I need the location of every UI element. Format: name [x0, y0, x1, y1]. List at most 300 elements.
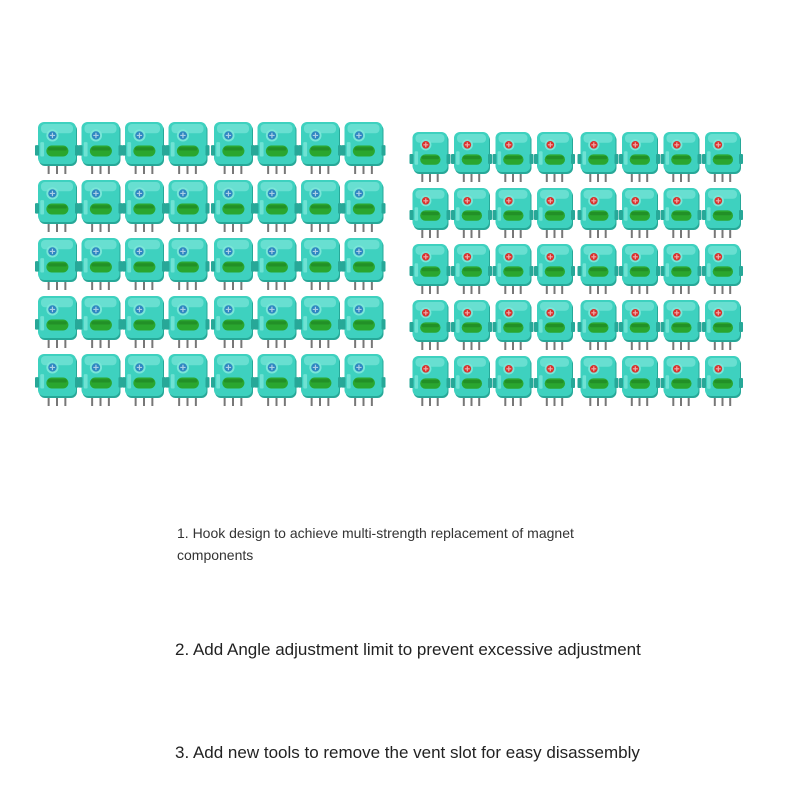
- side-tab: [493, 322, 497, 332]
- switch-module: [35, 180, 79, 232]
- side-tab: [342, 203, 346, 214]
- side-tab: [206, 145, 210, 156]
- side-tab: [410, 210, 414, 220]
- side-tab: [739, 210, 743, 220]
- side-tab: [451, 378, 455, 388]
- side-tab: [578, 266, 582, 276]
- switch-module: [451, 356, 492, 406]
- vent-slot: [222, 320, 244, 331]
- side-tab: [75, 319, 79, 330]
- side-tab: [571, 154, 575, 164]
- side-tab: [211, 203, 215, 214]
- side-tab: [298, 319, 302, 330]
- vent-slot: [462, 210, 482, 220]
- vent-slot: [503, 210, 523, 220]
- side-tab: [656, 322, 660, 332]
- switch-module: [255, 238, 299, 290]
- side-tab: [571, 322, 575, 332]
- side-tab: [447, 378, 451, 388]
- vent-slot-shade: [91, 147, 110, 150]
- side-tab: [75, 261, 79, 272]
- label-strip: [216, 200, 220, 214]
- label-strip: [415, 207, 419, 221]
- side-tab: [166, 377, 170, 388]
- vent-slot-shade: [91, 263, 110, 266]
- side-tab: [338, 261, 342, 272]
- vent-slot: [90, 146, 112, 157]
- label-strip: [456, 319, 460, 333]
- vent-slot-shade: [354, 321, 373, 324]
- label-strip: [40, 374, 44, 388]
- label-strip: [666, 375, 670, 389]
- vent-slot-shade: [48, 205, 67, 208]
- side-tab: [739, 378, 743, 388]
- side-tab: [530, 266, 534, 276]
- side-tab: [119, 319, 123, 330]
- vent-slot-shade: [311, 379, 330, 382]
- switch-module: [79, 180, 123, 232]
- switch-module: [493, 356, 534, 406]
- side-tab: [702, 210, 706, 220]
- vent-slot-shade: [267, 379, 286, 382]
- side-tab: [619, 322, 623, 332]
- label-strip: [498, 151, 502, 165]
- label-strip: [707, 375, 711, 389]
- label-strip: [456, 151, 460, 165]
- side-tab: [206, 319, 210, 330]
- label-strip: [415, 319, 419, 333]
- switch-module: [298, 122, 342, 174]
- vent-slot-shade: [546, 212, 564, 215]
- label-strip: [347, 200, 351, 214]
- vent-slot: [630, 322, 650, 332]
- switch-module: [211, 238, 255, 290]
- side-tab: [338, 203, 342, 214]
- switch-module: [410, 132, 451, 182]
- switch-module: [493, 300, 534, 350]
- side-tab: [382, 377, 386, 388]
- label-strip: [707, 151, 711, 165]
- label-strip: [260, 258, 264, 272]
- side-tab: [251, 203, 255, 214]
- vent-slot: [222, 378, 244, 389]
- label-strip: [127, 200, 131, 214]
- side-tab: [122, 261, 126, 272]
- vent-slot: [177, 204, 199, 215]
- switch-module: [578, 132, 619, 182]
- label-strip: [707, 263, 711, 277]
- switch-module: [534, 300, 575, 350]
- vent-slot-shade: [311, 263, 330, 266]
- side-tab: [615, 210, 619, 220]
- label-strip: [40, 200, 44, 214]
- side-tab: [451, 210, 455, 220]
- vent-slot: [46, 320, 68, 331]
- vent-slot-shade: [463, 268, 481, 271]
- feature-3-text: 3. Add new tools to remove the vent slot for easy disassembly: [175, 743, 640, 762]
- side-tab: [162, 203, 166, 214]
- side-tab: [534, 154, 538, 164]
- vent-slot: [462, 378, 482, 388]
- vent-slot-shade: [505, 156, 522, 159]
- side-tab: [382, 203, 386, 214]
- side-tab: [698, 154, 702, 164]
- label-strip: [347, 374, 351, 388]
- side-tab: [493, 154, 497, 164]
- vent-slot: [353, 262, 375, 273]
- side-tab: [447, 322, 451, 332]
- vent-slot: [588, 210, 608, 220]
- side-tab: [661, 322, 665, 332]
- vent-slot-shade: [311, 205, 330, 208]
- side-tab: [530, 322, 534, 332]
- vent-slot-shade: [354, 147, 373, 150]
- side-tab: [534, 266, 538, 276]
- side-tab: [342, 377, 346, 388]
- vent-slot: [222, 146, 244, 157]
- switch-module: [410, 188, 451, 238]
- side-tab: [35, 203, 39, 214]
- vent-slot: [90, 320, 112, 331]
- switch-module: [702, 244, 743, 294]
- switch-module: [79, 354, 123, 406]
- vent-slot: [420, 266, 440, 276]
- switch-module: [702, 356, 743, 406]
- vent-slot-shade: [354, 263, 373, 266]
- side-tab: [79, 319, 83, 330]
- label-strip: [583, 375, 587, 389]
- side-tab: [119, 377, 123, 388]
- vent-slot: [90, 378, 112, 389]
- switch-module: [342, 238, 386, 290]
- side-tab: [122, 203, 126, 214]
- vent-slot-shade: [135, 321, 154, 324]
- label-strip: [216, 142, 220, 156]
- side-tab: [298, 145, 302, 156]
- label-strip: [498, 319, 502, 333]
- switch-module: [702, 300, 743, 350]
- vent-slot: [420, 322, 440, 332]
- vent-slot: [177, 320, 199, 331]
- label-strip: [666, 319, 670, 333]
- vent-slot: [630, 266, 650, 276]
- switch-module: [342, 122, 386, 174]
- side-tab: [119, 261, 123, 272]
- vent-slot: [503, 322, 523, 332]
- side-tab: [493, 266, 497, 276]
- label-strip: [415, 375, 419, 389]
- label-strip: [624, 263, 628, 277]
- side-tab: [119, 203, 123, 214]
- side-tab: [79, 203, 83, 214]
- side-tab: [251, 319, 255, 330]
- vent-slot-shade: [590, 380, 608, 383]
- side-tab: [656, 266, 660, 276]
- switch-module: [619, 300, 660, 350]
- side-tab: [615, 154, 619, 164]
- vent-slot-shade: [505, 324, 522, 327]
- vent-slot-shade: [311, 321, 330, 324]
- side-tab: [656, 378, 660, 388]
- vent-slot: [353, 204, 375, 215]
- side-tab: [661, 154, 665, 164]
- vent-slot: [420, 210, 440, 220]
- vent-slot: [503, 266, 523, 276]
- vent-slot-shade: [178, 263, 197, 266]
- vent-slot-shade: [463, 380, 481, 383]
- vent-slot: [671, 154, 691, 164]
- label-strip: [84, 258, 88, 272]
- switch-module: [578, 356, 619, 406]
- switch-module: [534, 188, 575, 238]
- side-tab: [295, 261, 299, 272]
- vent-slot-shade: [422, 324, 440, 327]
- label-strip: [583, 319, 587, 333]
- side-tab: [166, 145, 170, 156]
- vent-slot: [671, 322, 691, 332]
- side-tab: [410, 266, 414, 276]
- label-strip: [498, 263, 502, 277]
- vent-slot: [309, 262, 331, 273]
- side-tab: [206, 203, 210, 214]
- vent-slot-shade: [631, 156, 649, 159]
- vent-slot-shade: [224, 379, 243, 382]
- vent-slot: [133, 146, 155, 157]
- side-tab: [451, 154, 455, 164]
- side-tab: [488, 378, 492, 388]
- side-tab: [342, 261, 346, 272]
- side-tab: [698, 266, 702, 276]
- switch-module: [342, 296, 386, 348]
- label-strip: [498, 207, 502, 221]
- label-strip: [539, 207, 543, 221]
- side-tab: [79, 377, 83, 388]
- side-tab: [35, 377, 39, 388]
- side-tab: [35, 319, 39, 330]
- vent-slot-shade: [590, 212, 608, 215]
- switch-module: [661, 356, 702, 406]
- side-tab: [162, 261, 166, 272]
- switch-module: [451, 244, 492, 294]
- vent-slot: [503, 378, 523, 388]
- vent-slot: [90, 204, 112, 215]
- vent-slot: [713, 154, 733, 164]
- side-tab: [342, 319, 346, 330]
- vent-slot-shade: [590, 156, 608, 159]
- side-tab: [739, 266, 743, 276]
- vent-slot-shade: [714, 268, 732, 271]
- feature-1-text: 1. Hook design to achieve multi-strength replacement of magnet components: [177, 525, 574, 563]
- label-strip: [171, 200, 175, 214]
- side-tab: [578, 322, 582, 332]
- switch-module: [122, 354, 166, 406]
- label-strip: [303, 142, 307, 156]
- side-tab: [530, 210, 534, 220]
- switch-module: [35, 354, 79, 406]
- switch-module: [702, 132, 743, 182]
- vent-slot: [309, 320, 331, 331]
- label-strip: [127, 142, 131, 156]
- side-tab: [702, 378, 706, 388]
- switch-module: [619, 132, 660, 182]
- side-tab: [162, 145, 166, 156]
- side-tab: [530, 378, 534, 388]
- vent-slot-shade: [422, 268, 440, 271]
- vent-slot-shade: [224, 205, 243, 208]
- side-tab: [698, 378, 702, 388]
- vent-slot: [177, 146, 199, 157]
- vent-slot-shade: [354, 205, 373, 208]
- label-strip: [707, 207, 711, 221]
- vent-slot: [545, 210, 565, 220]
- side-tab: [79, 145, 83, 156]
- side-tab: [656, 154, 660, 164]
- side-tab: [615, 378, 619, 388]
- side-tab: [166, 261, 170, 272]
- side-tab: [488, 266, 492, 276]
- vent-slot-shade: [48, 263, 67, 266]
- side-tab: [702, 266, 706, 276]
- side-tab: [75, 377, 79, 388]
- side-tab: [447, 266, 451, 276]
- vent-slot: [545, 154, 565, 164]
- switch-module: [410, 244, 451, 294]
- vent-slot-shade: [673, 324, 691, 327]
- vent-slot-shade: [135, 263, 154, 266]
- side-tab: [578, 154, 582, 164]
- label-strip: [666, 207, 670, 221]
- side-tab: [255, 377, 259, 388]
- switch-module: [122, 180, 166, 232]
- side-tab: [382, 261, 386, 272]
- label-strip: [260, 374, 264, 388]
- switch-module: [578, 244, 619, 294]
- side-tab: [698, 210, 702, 220]
- side-tab: [338, 145, 342, 156]
- label-strip: [666, 263, 670, 277]
- vent-slot: [266, 262, 288, 273]
- side-tab: [661, 266, 665, 276]
- label-strip: [415, 263, 419, 277]
- switch-module: [211, 296, 255, 348]
- label-strip: [303, 316, 307, 330]
- vent-slot: [588, 378, 608, 388]
- side-tab: [295, 145, 299, 156]
- vent-slot: [177, 378, 199, 389]
- label-strip: [583, 151, 587, 165]
- cyan-adjust-switch-grid: [35, 122, 386, 406]
- switch-module: [493, 132, 534, 182]
- side-tab: [488, 154, 492, 164]
- switch-module: [451, 132, 492, 182]
- vent-slot: [353, 378, 375, 389]
- vent-slot: [630, 154, 650, 164]
- vent-slot-shade: [714, 324, 732, 327]
- vent-slot-shade: [673, 380, 691, 383]
- vent-slot-shade: [463, 156, 481, 159]
- vent-slot-shade: [135, 147, 154, 150]
- side-tab: [35, 261, 39, 272]
- label-strip: [624, 207, 628, 221]
- switch-module: [661, 244, 702, 294]
- label-strip: [707, 319, 711, 333]
- vent-slot: [46, 146, 68, 157]
- side-tab: [295, 203, 299, 214]
- side-tab: [571, 266, 575, 276]
- side-tab: [534, 322, 538, 332]
- vent-slot-shade: [267, 147, 286, 150]
- vent-slot: [222, 262, 244, 273]
- side-tab: [530, 154, 534, 164]
- label-strip: [84, 374, 88, 388]
- side-tab: [447, 210, 451, 220]
- switch-module: [166, 296, 210, 348]
- label-strip: [347, 142, 351, 156]
- vent-slot: [462, 154, 482, 164]
- red-adjust-switch-grid: [410, 132, 744, 406]
- vent-slot-shade: [311, 147, 330, 150]
- switch-module: [122, 238, 166, 290]
- switch-module: [298, 238, 342, 290]
- vent-slot-shade: [714, 380, 732, 383]
- vent-slot: [353, 146, 375, 157]
- switch-module: [255, 180, 299, 232]
- label-strip: [347, 316, 351, 330]
- label-strip: [127, 258, 131, 272]
- switch-module: [619, 188, 660, 238]
- side-tab: [298, 261, 302, 272]
- vent-slot-shade: [135, 205, 154, 208]
- label-strip: [624, 151, 628, 165]
- switch-module: [451, 188, 492, 238]
- side-tab: [619, 154, 623, 164]
- vent-slot-shade: [590, 268, 608, 271]
- side-tab: [702, 322, 706, 332]
- vent-slot-shade: [48, 147, 67, 150]
- label-strip: [216, 258, 220, 272]
- label-strip: [40, 142, 44, 156]
- label-strip: [415, 151, 419, 165]
- side-tab: [162, 319, 166, 330]
- vent-slot-shade: [267, 205, 286, 208]
- vent-slot: [133, 204, 155, 215]
- vent-slot: [133, 262, 155, 273]
- side-tab: [534, 378, 538, 388]
- vent-slot: [90, 262, 112, 273]
- vent-slot: [588, 322, 608, 332]
- label-strip: [583, 263, 587, 277]
- side-tab: [382, 319, 386, 330]
- label-strip: [456, 375, 460, 389]
- side-tab: [255, 261, 259, 272]
- vent-slot: [266, 378, 288, 389]
- vent-slot-shade: [422, 212, 440, 215]
- switch-module: [534, 244, 575, 294]
- side-tab: [162, 377, 166, 388]
- side-tab: [255, 145, 259, 156]
- vent-slot-shade: [48, 321, 67, 324]
- vent-slot-shade: [505, 268, 522, 271]
- vent-slot-shade: [91, 379, 110, 382]
- side-tab: [251, 145, 255, 156]
- switch-module: [493, 188, 534, 238]
- vent-slot-shade: [631, 212, 649, 215]
- vent-slot: [309, 146, 331, 157]
- label-strip: [456, 263, 460, 277]
- vent-slot-shade: [224, 263, 243, 266]
- vent-slot: [266, 320, 288, 331]
- side-tab: [619, 266, 623, 276]
